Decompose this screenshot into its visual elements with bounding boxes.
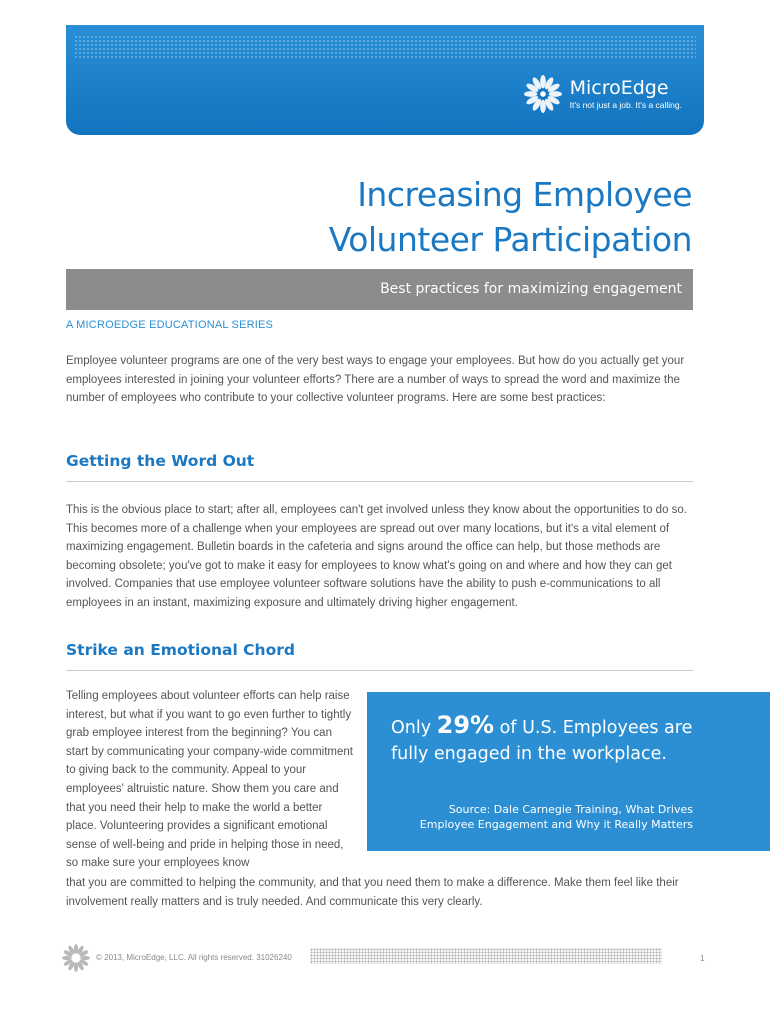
callout-rest: of U.S. Employees are fully engaged in the workplace. bbox=[391, 718, 693, 764]
section-heading-word-out: Getting the Word Out bbox=[66, 452, 255, 470]
header-banner bbox=[66, 25, 704, 135]
statistic-callout bbox=[367, 692, 770, 851]
section-divider bbox=[66, 670, 693, 671]
callout-source-line-2: Employee Engagement and Why it Really Matters bbox=[419, 818, 693, 831]
section-heading-emotional-chord: Strike an Emotional Chord bbox=[66, 641, 295, 659]
title-line-1: Increasing Employee bbox=[357, 175, 692, 214]
logo-tagline: It's not just a job. It's a calling. bbox=[569, 100, 682, 110]
dot-pattern-decoration bbox=[74, 35, 696, 59]
subtitle: Best practices for maximizing engagement bbox=[380, 281, 682, 297]
microedge-logo bbox=[524, 75, 682, 113]
flower-logo-icon bbox=[62, 944, 90, 972]
callout-source bbox=[393, 802, 693, 832]
page-number: 1 bbox=[700, 954, 705, 963]
section-paragraph-emotional-left: Telling employees about volunteer efforts can help raise interest, but what if you want to go even further to tightly grab employee interest from the beginning? You can start by communicating your company-wide commitment to giving back to the community. Appeal to your employees' altruistic nature. Show them you care and that you need their help to make the world a better place. Volunteering provides a significant emotional sense of well-being and pride in helping those in need, so make sure your employees know bbox=[66, 690, 353, 870]
callout-percent: 29% bbox=[436, 711, 495, 739]
section-divider bbox=[66, 481, 693, 482]
footer-dot-pattern bbox=[310, 948, 662, 964]
title-line-2: Volunteer Participation bbox=[328, 220, 692, 259]
page-title bbox=[329, 172, 692, 262]
footer-copyright: © 2013, MicroEdge, LLC. All rights reserved. 31026240 bbox=[96, 953, 292, 962]
callout-prefix: Only bbox=[391, 718, 437, 738]
callout-source-line-1: Source: Dale Carnegie Training, What Drives bbox=[448, 803, 693, 816]
flower-logo-icon bbox=[524, 75, 562, 113]
logo-name: MicroEdge bbox=[569, 77, 669, 99]
section-paragraph-word-out: This is the obvious place to start; after all, employees can't get involved unless they know about the opportunities to do so. This becomes more of a challenge when your employees are spread out over many locations, but it's a vital element of maximizing engagement. Bulletin boards in the cafeteria and signs around the office can help, but those methods are becoming obsolete; you've got to make it easy for employees to know what's going on and where and how they can get involved. Companies that use employee volunteer software solutions have the ability to push e-communications to all employees in an instant, maximizing exposure and ultimately driving higher engagement. bbox=[66, 504, 687, 609]
subtitle-bar bbox=[66, 269, 693, 310]
section-paragraph-emotional-continued: that you are committed to helping the community, and that you need them to make a difference. Make them feel like their involvement really matters and is truly needed. And communicate this very clearly. bbox=[66, 877, 679, 908]
callout-statement bbox=[391, 712, 721, 767]
intro-paragraph: Employee volunteer programs are one of the very best ways to engage your employees. But how do you actually get your employees interested in joining your volunteer efforts? There are a number of ways to spread the word and maximize the number of employees who contribute to your collective volunteer programs. Here are some best practices: bbox=[66, 355, 685, 405]
series-label: A MICROEDGE EDUCATIONAL SERIES bbox=[66, 319, 274, 331]
